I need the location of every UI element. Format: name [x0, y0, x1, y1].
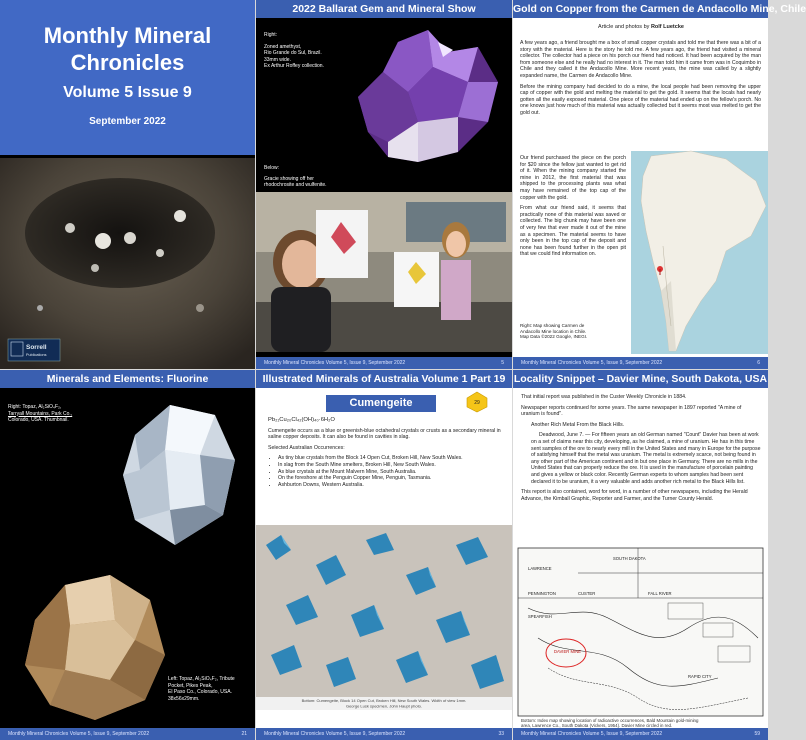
number-badge	[466, 391, 488, 413]
byline-prefix: Article and photos by	[598, 24, 650, 30]
caption-line: El Paso Co., Colorado, USA.	[168, 689, 232, 695]
newspaper-quote: Deadwood, June 7. — For fifteen years an old German named "Count" Davier has been at work on a set of claims near this city, developing, as he claimed, a mine of uranium. He has in this time sent samples of the ore to nearly every mill in the United States and many in Europe for the purpose of satisfying himself that the metal was uranium. The metal is extremely scarce, not being found in any other part of the American continent and in but one place in Germany. There are no mills in the United States that can properly reduce the ore. It is used in the manufacture of porcelain painting and gives a yellow or black color. Recently German experts to whom samples had been sent declared it to be uranium, it a very valuable and adds another rich metal to the Black Hills list.	[531, 432, 761, 485]
caption-line: Right: Topaz, Al₂SiO₄F₂,	[8, 404, 62, 410]
amethyst-caption	[264, 32, 344, 70]
south-america-map	[631, 151, 768, 354]
page-footer	[0, 728, 255, 740]
caption-line: Pocket, Pikes Peak,	[168, 682, 213, 689]
map-label: SOUTH DAKOTA	[613, 556, 646, 561]
photo-caption-line1: Bottom: Cumengeite, Block 14 Open Cut, Broken Hill, New South Wales. Width of view 1mm.	[301, 698, 467, 703]
map-label: SPEARFISH	[528, 614, 552, 619]
caption-line: 38x56x29mm.	[168, 695, 200, 702]
brown-topaz-photo	[15, 560, 175, 725]
map-caption	[520, 323, 626, 340]
list-item: • Ashburton Downs, Western Australia.	[278, 482, 504, 489]
paragraph: Newspaper reports continued for some years. The same newspaper in 1897 reported "A mine of uranium is found".	[521, 404, 742, 418]
caption-line: 33mm wide.	[264, 56, 291, 63]
davier-mine-map	[518, 548, 763, 716]
quote-heading: Another Rich Metal From the Black Hills.	[531, 421, 625, 428]
page-number: 33	[498, 731, 504, 737]
mineral-title: Cumengeite	[326, 395, 436, 412]
mineral-intro: Cumengeite occurs as a blue or greenish-blue octahedral crystals or crusts as a secondary mineral in saline copper deposits. It can also be found in cavities in slag.	[268, 427, 501, 441]
ballarat-show-page	[256, 0, 512, 369]
caption-line: Colorado, USA. Thumbnail.	[8, 417, 69, 423]
page-number: 59	[754, 731, 760, 737]
gold-on-copper-page	[513, 0, 806, 369]
caption-line: rhodochrosite and wulfenite.	[264, 182, 327, 188]
caption-line: Andacollo Mine location in Chile.	[520, 328, 587, 334]
map-label: RAPID CITY	[688, 674, 712, 679]
gracie-photo	[256, 192, 512, 352]
caption-line: Ex Arthur Roffey collection.	[264, 63, 324, 69]
map-label: CUSTER	[578, 591, 596, 596]
clear-topaz-photo	[105, 395, 250, 560]
list-item: • On the foreshore at the Penguin Copper Mine, Penguin, Tasmania.	[278, 475, 504, 482]
paragraph: This report is also contained, word for word, in a number of other newspapers, including the Herald Advance, the Kimball Graphic, Reporter and Farmer, and the Turner County Herald.	[521, 489, 748, 502]
caption-line: area, Lawrence Co., South Dakota (Vickers, 1954). Davier Mine circled in red.	[521, 723, 673, 729]
caption-line: Bottom: Index map showing location of radioactive occurrences, Bald Mountain gold-mining	[521, 718, 699, 723]
cover-banner	[0, 0, 255, 155]
badge-number: 29	[474, 400, 480, 406]
caption-line: Gracie showing off her	[264, 175, 314, 182]
page-header: Illustrated Minerals of Australia Volume 1 Part 19	[256, 370, 512, 388]
page-header: 2022 Ballarat Gem and Mineral Show	[256, 0, 512, 18]
map-label: DAVIER MINE	[554, 649, 581, 654]
list-item: • As blue crystals at the Mount Malvern Mine, South Australia.	[278, 469, 504, 476]
page-header: Minerals and Elements: Fluorine	[0, 370, 255, 388]
cumengeite-page	[256, 370, 512, 740]
caption-line: Tarryall Mountains, Park Co.,	[8, 410, 73, 417]
page-footer	[256, 728, 512, 740]
cumengeite-photo	[256, 525, 512, 710]
map-label: LAWRENCE	[528, 566, 552, 571]
footer-text: Monthly Mineral Chronicles Volume 5, Issue 9, September 2022	[264, 731, 406, 737]
cover-volume: Volume 5 Issue 9	[63, 84, 192, 101]
footer-text: Monthly Mineral Chronicles Volume 5, Issue 9, September 2022	[264, 360, 406, 366]
cover-date: September 2022	[89, 116, 166, 127]
caption-line: Zoned amethyst,	[264, 43, 302, 50]
logo-line1: Sorrell	[26, 344, 47, 351]
occurrence-list	[268, 455, 504, 488]
page-footer	[513, 728, 768, 740]
article-body-top	[520, 40, 761, 121]
map-label: FALL RIVER	[648, 591, 672, 596]
caption-line: Left: Topaz, Al₂SiO₄F₂, Tribute	[168, 676, 235, 682]
caption-line: Right:	[264, 32, 278, 38]
footer-text: Monthly Mineral Chronicles Volume 5, Issue 9, September 2022	[521, 731, 663, 737]
topaz-caption-1	[8, 404, 118, 424]
list-item: • In slag from the South Mine smelters, Broken Hill, New South Wales.	[278, 462, 504, 469]
page-footer	[513, 357, 768, 369]
davier-mine-page	[513, 370, 768, 740]
mineral-text	[268, 417, 504, 488]
author-name: Rolf Luetcke	[650, 24, 684, 30]
page-number: 21	[241, 731, 247, 737]
gracie-caption	[264, 165, 344, 189]
cover-title: Monthly Mineral Chronicles	[43, 23, 212, 75]
footer-text: Monthly Mineral Chronicles Volume 5, Issue 9, September 2022	[8, 731, 150, 737]
paragraph: From what our friend said, it seems that practically none of this material was saved or collected. The big chunk may have been one of very few that ever made it out of the mine as a specimen. The material seems to have only been in the top cap of the deposit and none has been found further in the open pit that we could find information on.	[520, 205, 626, 258]
paragraph: A few years ago, a friend brought me a box of small copper crystals and told me that there was a bit of a story with the material. Here is the story he told me. A few years ago, the friend had visited a mineral collector. The collector had a piece on his porch our friend had noticed. It had been acquired by the man from someone else and he really had no interest in it. The man told him it came from was in Coquimbo in Chile and they called it the Andacollo Mine. More recent years, the mine was called by a slightly expanded name, the Carmen de Andacollo Mine.	[520, 40, 761, 79]
cover-photo	[0, 158, 255, 369]
page-footer	[256, 357, 512, 369]
page-number: 5	[501, 360, 504, 366]
footer-text: Monthly Mineral Chronicles Volume 5, Issue 9, September 2022	[521, 360, 663, 366]
byline	[521, 24, 761, 30]
paragraph: That initial report was published in the Custer Weekly Chronicle in 1884.	[521, 394, 687, 400]
caption-line: Map Data ©2022 Google, INEGI.	[520, 334, 588, 340]
locality-text	[521, 394, 761, 506]
chemical-formula: Pb₂₁Cu₂₀Cl₄₂(OH)₄₀·6H₂O	[268, 417, 335, 423]
paragraph: Before the mining company had decided to do a mine, the local people had been removing the upper cap of copper with the gold and melting the material to get the gold. It seems that the locals had nearly gotten all the easily exposed material. One piece of the material had ended up on the fellow's porch. No one knows just how much of this material was actually collected but it seems most was melted to get the gold out.	[520, 83, 761, 116]
cover-page	[0, 0, 255, 369]
article-body-column	[520, 155, 626, 262]
amethyst-photo	[338, 22, 508, 172]
caption-line: Rio Grande do Sul, Brazil.	[264, 50, 322, 56]
logo-line2: Publications	[26, 353, 47, 357]
occurrences-heading: Selected Australian Occurrences:	[268, 444, 345, 451]
page-header: Gold on Copper from the Carmen de Andacollo Mine, Chile	[513, 0, 768, 18]
list-item: • As tiny blue crystals from the Block 14 Open Cut, Broken Hill, New South Wales.	[278, 455, 504, 462]
photo-caption-line2: George Lusk specimen, John Haupt photo.	[345, 703, 423, 709]
page-number: 6	[757, 360, 760, 366]
map-label: PENNINGTON	[528, 591, 556, 596]
caption-line: Right: Map showing Carmen de	[520, 323, 585, 328]
fluorine-page	[0, 370, 255, 740]
caption-line: Below:	[264, 165, 280, 171]
topaz-caption-2	[168, 676, 252, 702]
paragraph: Our friend purchased the piece on the porch for $20 since the fellow just wanted to get rid of it. When the mining company started the mine in 2012, the first material that was shipped to the processing plants was what may have remained of the top cap of the copper with the gold.	[520, 155, 626, 201]
page-header: Locality Snippet – Davier Mine, South Dakota, USA	[513, 370, 768, 388]
